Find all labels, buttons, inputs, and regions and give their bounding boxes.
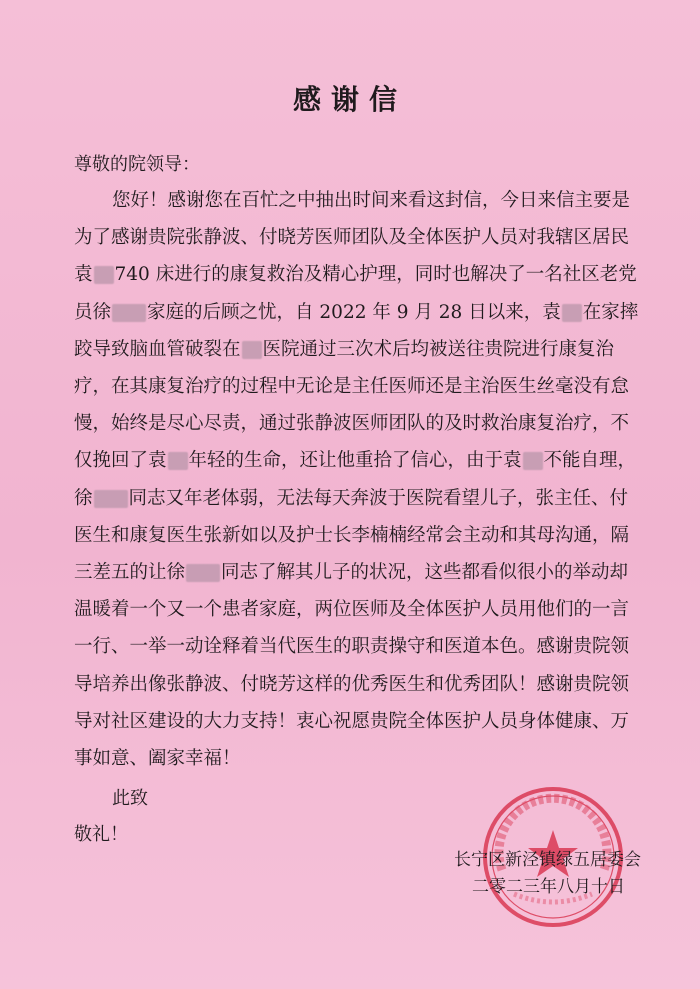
body-line bbox=[74, 219, 634, 256]
body-line bbox=[74, 740, 634, 777]
body-text-segment: 同志了解其儿子的状况，这些都看似很小的举动却 bbox=[221, 562, 629, 584]
body-text-segment: 导对社区建设的大力支持！衷心祝愿贵院全体医护人员身体健康、万 bbox=[74, 710, 630, 732]
signature-organization: 长宁区新泾镇绿五居委会 bbox=[454, 850, 641, 870]
body-line bbox=[74, 182, 634, 219]
redacted-name bbox=[168, 452, 188, 470]
redacted-name bbox=[94, 490, 128, 508]
redacted-name bbox=[94, 266, 114, 284]
body-text-segment: 同志又年老体弱，无法每天奔波于医院看望儿子，张主任、付 bbox=[128, 487, 629, 509]
body-text-segment: 慢，始终是尽心尽责，通过张静波医师团队的及时救治康复治疗，不 bbox=[74, 413, 630, 435]
body-line bbox=[74, 442, 637, 479]
body-text-segment: 袁 bbox=[74, 264, 93, 286]
body-line bbox=[74, 256, 637, 293]
body-text-segment: 家庭的后顾之忧，自 2022 年 9 月 28 日以来，袁 bbox=[147, 301, 561, 323]
body-text-segment: 疗，在其康复治疗的过程中无论是主任医师还是主治医生丝毫没有怠 bbox=[74, 376, 630, 398]
body-text-segment: 徐 bbox=[74, 487, 93, 509]
body-text-segment: 事如意、阖家幸福！ bbox=[74, 748, 241, 770]
body-text-segment: 医院通过三次术后均被送往贵院进行康复治 bbox=[262, 338, 615, 360]
body-line bbox=[74, 666, 634, 703]
body-line bbox=[74, 480, 634, 517]
redacted-name bbox=[242, 341, 262, 359]
redacted-name bbox=[186, 564, 220, 582]
body-text-segment: 三差五的让徐 bbox=[74, 562, 186, 584]
body-text-segment: 一行、一举一动诠释着当代医生的职责操守和医道本色。感谢贵院领 bbox=[74, 636, 630, 658]
closing-jingli: 敬礼！ bbox=[74, 824, 128, 845]
salutation: 尊敬的院领导： bbox=[74, 154, 200, 175]
body-line bbox=[74, 517, 634, 554]
body-line bbox=[74, 368, 634, 405]
body-text-segment: 740 床进行的康复救治及精心护理，同时也解决了一名社区老党 bbox=[114, 264, 637, 286]
body-line bbox=[74, 294, 639, 331]
body-text-segment: 您好！感谢您在百忙之中抽出时间来看这封信，今日来信主要是 bbox=[112, 190, 631, 211]
body-line bbox=[74, 405, 634, 442]
body-line bbox=[74, 703, 634, 740]
body-text-segment: 跤导致脑血管破裂在 bbox=[74, 338, 241, 360]
letter-title: 感谢信 bbox=[292, 83, 407, 116]
body-text-segment: 医生和康复医生张新如以及护士长李楠楠经常会主动和其母沟通，隔 bbox=[74, 524, 630, 546]
body-text-segment: 员徐 bbox=[74, 301, 112, 323]
redacted-name bbox=[523, 452, 543, 470]
closing-cizhi: 此致 bbox=[112, 788, 148, 809]
body-text-segment: 为了感谢贵院张静波、付晓芳医师团队及全体医护人员对我辖区居民 bbox=[74, 227, 630, 249]
letter-body bbox=[74, 182, 639, 777]
body-line bbox=[74, 554, 634, 591]
body-text-segment: 不能自理， bbox=[543, 450, 637, 472]
signature-date: 二零二三年八月十日 bbox=[472, 877, 625, 897]
body-line bbox=[74, 628, 634, 665]
body-text-segment: 仅挽回了袁 bbox=[74, 450, 167, 472]
redacted-name bbox=[562, 304, 582, 322]
body-text-segment: 在家摔 bbox=[582, 301, 639, 323]
body-line bbox=[74, 331, 634, 368]
body-text-segment: 导培养出像张静波、付晓芳这样的优秀医生和优秀团队！感谢贵院领 bbox=[74, 673, 630, 695]
body-text-segment: 年轻的生命，还让他重拾了信心，由于袁 bbox=[188, 450, 522, 472]
body-line bbox=[74, 591, 634, 628]
body-text-segment: 温暖着一个又一个患者家庭，两位医师及全体医护人员用他们的一言 bbox=[74, 599, 630, 621]
redacted-name bbox=[112, 304, 146, 322]
